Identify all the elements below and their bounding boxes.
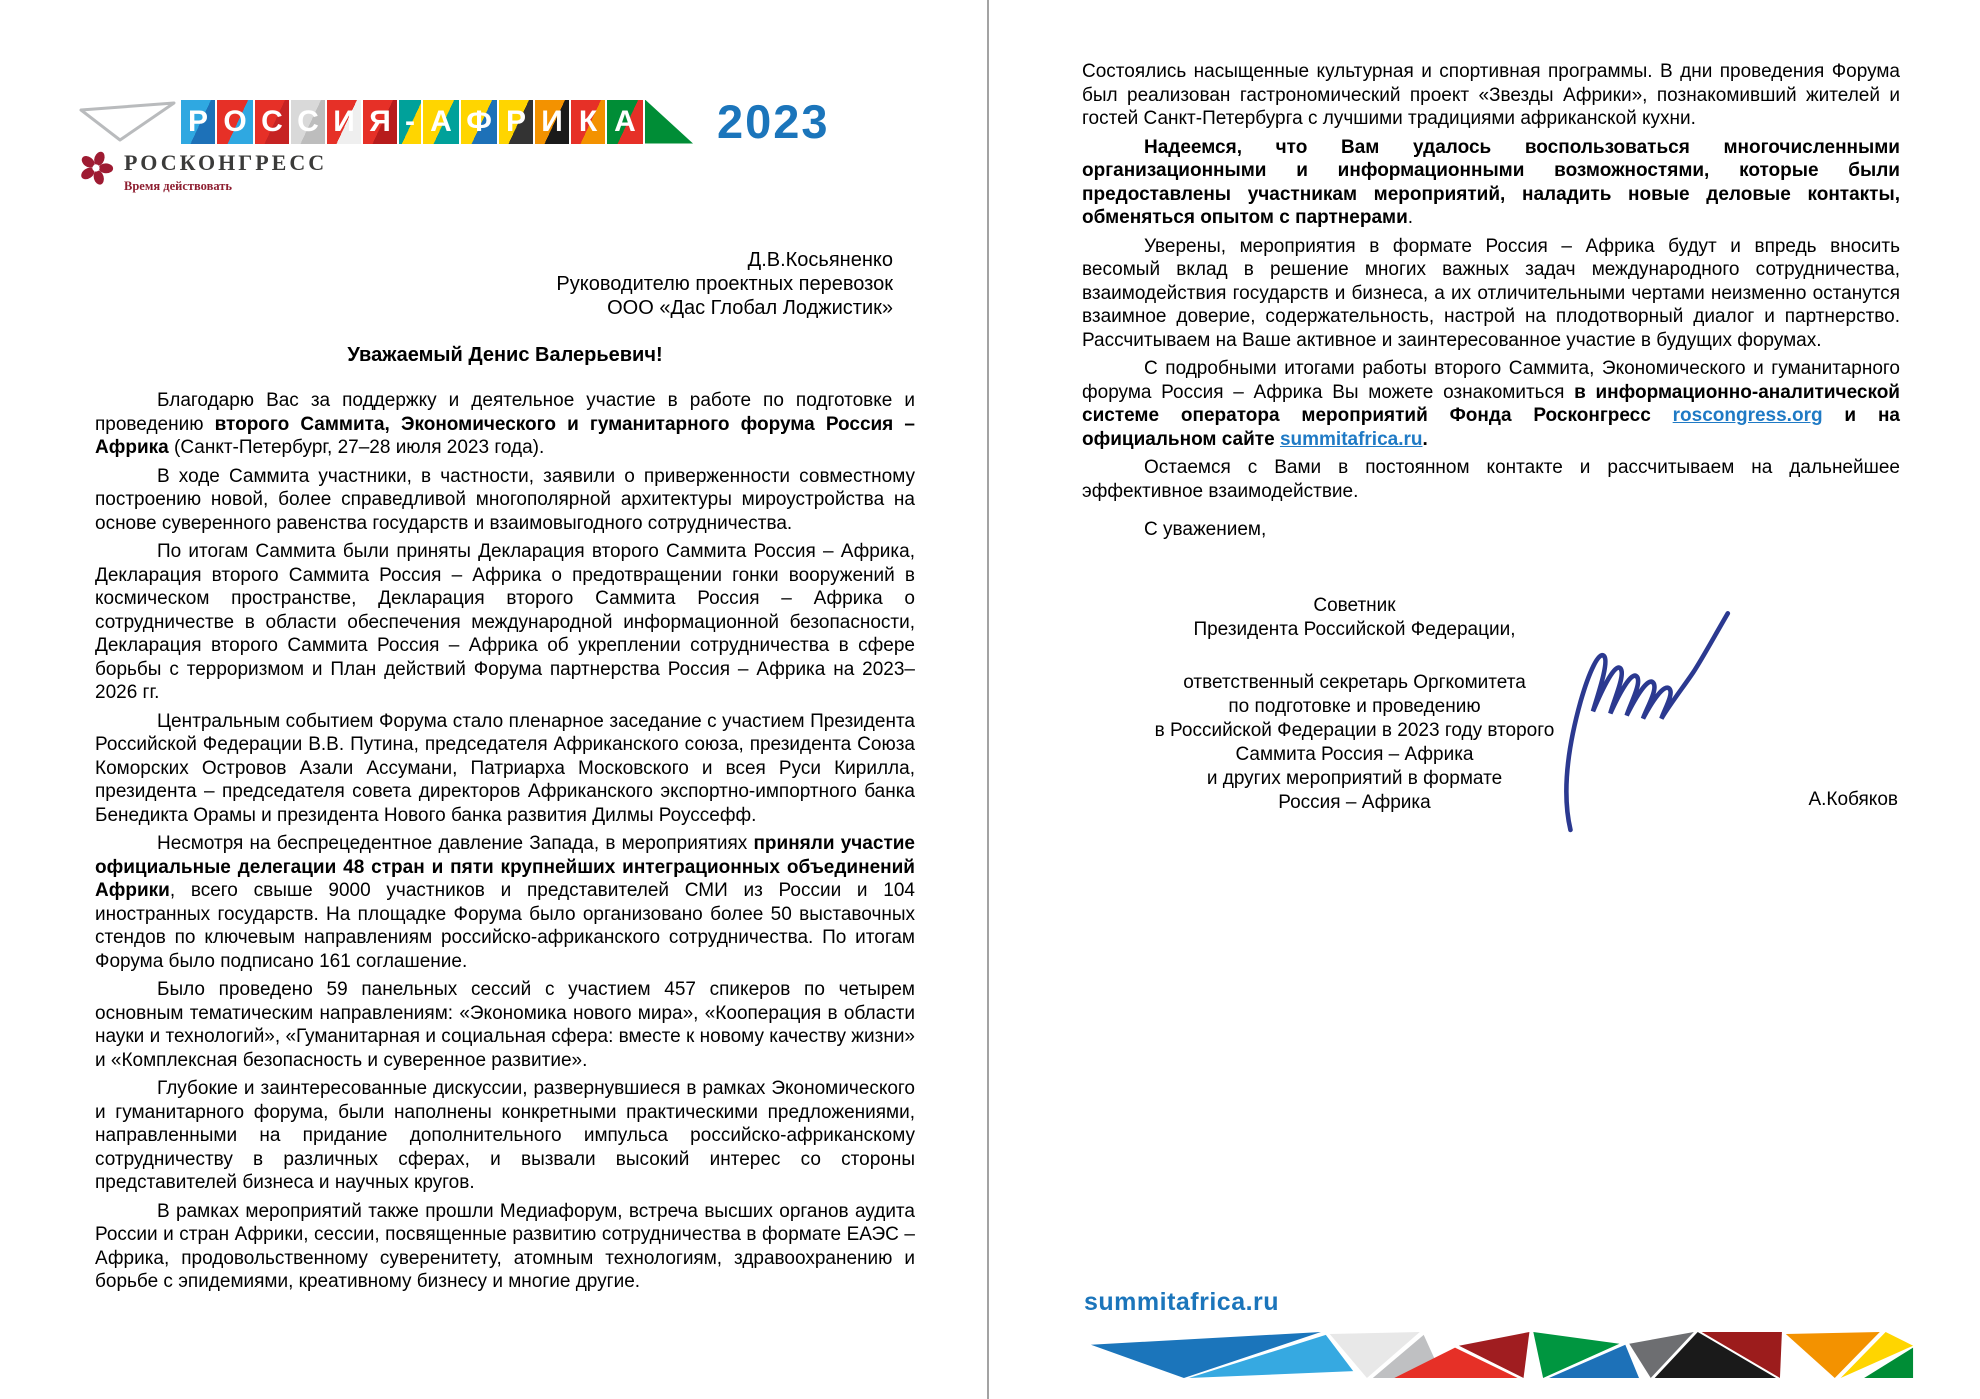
text-run: . xyxy=(1407,207,1414,228)
letter-body-left xyxy=(95,389,915,1294)
footer-site-link[interactable]: summitafrica.ru xyxy=(1084,1288,1280,1316)
logo-letter-tile: А xyxy=(423,100,459,144)
text-run: Центральным событием Форума стало пленарное заседание с участием Президента Российской Федерации В.В. Путина, председателя Африканского союза, президента Союза Коморских Островов Азали Ассумани, Патриарха Московского и всея Руси Кирилла, президента – председателя совета директоров Африканского экспортно-импортного банка Бенедикта Орамы и президента Нового банка развития Дилмы Роуссефф. xyxy=(95,710,915,826)
text-run: приняли участие официальные делегации 48 стран и пяти крупнейших интеграционных объединений Африки xyxy=(95,833,915,901)
text-line: Д.В.Косьяненко xyxy=(747,249,893,271)
letter-page-right xyxy=(1082,60,1900,879)
text-line: Саммита Россия – Африка xyxy=(1235,744,1474,765)
handwritten-signature xyxy=(1537,599,1747,834)
logo-arrow-icon xyxy=(78,100,178,144)
logo-letter-tile: И xyxy=(327,100,361,144)
text-line: и других мероприятий в формате xyxy=(1206,768,1503,789)
text-run: Надеемся, что Вам удалось воспользоваться многочисленными организационными и информационными возможностями, которые были предоставлены участникам мероприятий, наладить новые деловые контакты, обменяться опытом с партнерами xyxy=(1082,136,1900,228)
text-run: Благодарю Вас за поддержку и деятельное участие в работе по подготовке и проведению xyxy=(95,390,915,435)
logo-letter-tile: Р xyxy=(181,100,215,144)
text-run: (Санкт-Петербург, 27–28 июля 2023 года). xyxy=(168,437,545,458)
text-line: ООО «Дас Глобал Лоджистик» xyxy=(607,297,893,319)
letter-page-left xyxy=(95,248,915,1299)
text-run: В рамках мероприятий также прошли Медиафорум, встреча высших органов аудита России и стран Африки, сессии, посвященные развитию сотрудничества в формате ЕАЭС – Африка, продовольственному суверенитету, атомным технологиям, здравоохранению и борьбе с эпидемиями, креативному бизнесу и многие другие. xyxy=(95,1200,915,1292)
logo-letter-tile: И xyxy=(535,100,569,144)
signature-block xyxy=(1082,549,1900,879)
logo-end-wedge-icon xyxy=(645,100,693,144)
roscongress-tagline: Время действовать xyxy=(124,179,233,193)
russia-africa-logo xyxy=(78,94,830,149)
signatory-name: А.Кобяков xyxy=(1808,789,1898,810)
text-line: Руководителю проектных перевозок xyxy=(556,273,893,295)
text-run: Глубокие и заинтересованные дискуссии, развернувшиеся в рамках Экономического и гуманитарного форума, были наполнены конкретными практическими предложениями, направленными на придание дополнительного импульса российско-африканскому сотрудничеству в различных сферах, и вызвали высокий интерес со стороны представителей бизнеса и научных кругов. xyxy=(95,1078,915,1193)
addressee-block xyxy=(95,248,915,320)
text-run: Уверены, мероприятия в формате Россия – Африка будут и впредь вносить весомый вклад в решение многих важных задач международного сотрудничества, взаимодействия государств и бизнеса, а их отличительными чертами неизменно останутся взаимное доверие, содержательность, настрой на плодотворный диалог и партнерство. Рассчитываем на Ваше активное и заинтересованное участие в будущих форумах. xyxy=(1082,235,1900,351)
inline-link[interactable]: summitafrica.ru xyxy=(1279,428,1423,450)
salutation: Уважаемый Денис Валерьевич! xyxy=(347,344,663,366)
text-run: В ходе Саммита участники, в частности, заявили о приверженности совместному построению новой, более справедливой многополярной архитектуры мироустройства на основе суверенного равенства государств и взаимовыгодного сотрудничества. xyxy=(95,465,915,534)
logo-letter-tile: С xyxy=(291,100,325,144)
paragraph xyxy=(95,978,915,1072)
text-run: С подробными итогами работы второго Саммита, Экономического и гуманитарного форума Россия – Африка Вы можете ознакомиться xyxy=(1082,358,1900,403)
text-line: ответственный секретарь Оргкомитета xyxy=(1183,672,1526,693)
logo-year: 2023 xyxy=(717,95,830,148)
paragraph xyxy=(95,465,915,536)
text-run: Было проведено 59 панельных сессий с участием 457 спикеров по четырем основным тематическим направлениям: «Экономика нового мира», «Кооперация в области науки и технологий», «Гуманитарная и социальная сфера: вместе к новому качеству жизни» и «Комплексная безопасность и суверенное развитие». xyxy=(95,979,915,1071)
logo-wordmark xyxy=(181,100,645,144)
text-run: второго Саммита, Экономического и гуманитарного форума Россия – Африка xyxy=(95,413,915,458)
roscongress-logo xyxy=(78,150,327,194)
text-run: Несмотря на беспрецедентное давление Запада, в мероприятиях xyxy=(157,833,754,854)
roscongress-name: РОСКОНГРЕСС xyxy=(124,150,328,175)
text-line: Президента Российской Федерации, xyxy=(1193,619,1516,640)
logo-letter-tile: К xyxy=(571,100,605,144)
text-run: и на официальном сайте xyxy=(1082,405,1900,450)
paragraph xyxy=(1082,357,1900,451)
letter-body-right xyxy=(1082,60,1900,503)
text-run: Остаемся с Вами в постоянном контакте и рассчитываем на дальнейшее эффективное взаимодействие. xyxy=(1082,457,1900,502)
logo-letter-tile: С xyxy=(255,100,289,144)
closing-line: С уважением, xyxy=(1144,519,1267,540)
logo-letter-tile: А xyxy=(607,100,643,144)
paragraph xyxy=(1082,456,1900,503)
text-line: Россия – Африка xyxy=(1278,792,1431,813)
text-run: По итогам Саммита были приняты Декларация второго Саммита Россия – Африка, Декларация второго Саммита Россия – Африка о предотвращении гонки вооружений в космическом пространстве, Декларация второго Саммита Россия – Африка о сотрудничестве в области обеспечения международной информационной безопасности, Декларация второго Саммита Россия – Африка об укреплении сотрудничества в сфере борьбы с терроризмом и План действий Форума партнерства Россия – Африка на 2023–2026 гг. xyxy=(95,541,915,703)
text-run: Состоялись насыщенные культурная и спортивная программы. В дни проведения Форума был реализован гастрономический проект «Звезды Африки», познакомивший жителей и гостей Санкт-Петербурга с лучшими традициями африканской кухни. xyxy=(1082,61,1900,129)
text-run: , всего свыше 9000 участников и представителей СМИ из России и 104 иностранных государств. На площадке Форума было организовано более 50 выставочных стендов по ключевым направлениям российско-африканского сотрудничества. По итогам Форума было подписано 161 соглашение. xyxy=(95,880,915,972)
text-line: Советник xyxy=(1313,595,1396,616)
paragraph xyxy=(1082,60,1900,131)
text-run: . xyxy=(1422,428,1428,450)
logo-letter-tile: Я xyxy=(363,100,397,144)
text-run: в информационно-аналитической системе оператора мероприятий Фонда Росконгресс xyxy=(1082,381,1900,426)
paragraph xyxy=(95,832,915,973)
paragraph xyxy=(95,1077,915,1195)
footer-stripe-graphic xyxy=(1084,1332,1920,1378)
logo-letter-tile: - xyxy=(399,100,421,144)
paragraph xyxy=(95,1200,915,1294)
text-line: в Российской Федерации в 2023 году второго xyxy=(1154,720,1555,741)
roscongress-pinwheel-icon xyxy=(78,150,114,186)
text-line: по подготовке и проведению xyxy=(1228,696,1481,717)
paragraph xyxy=(1082,136,1900,230)
paragraph xyxy=(95,540,915,705)
paragraph xyxy=(1082,235,1900,353)
logo-letter-tile: Ф xyxy=(461,100,497,144)
paragraph xyxy=(95,710,915,828)
inline-link[interactable]: roscongress.org xyxy=(1672,405,1823,426)
paragraph xyxy=(95,389,915,460)
logo-letter-tile: Р xyxy=(499,100,533,144)
page-divider xyxy=(987,0,989,1399)
logo-letter-tile: О xyxy=(217,100,253,144)
